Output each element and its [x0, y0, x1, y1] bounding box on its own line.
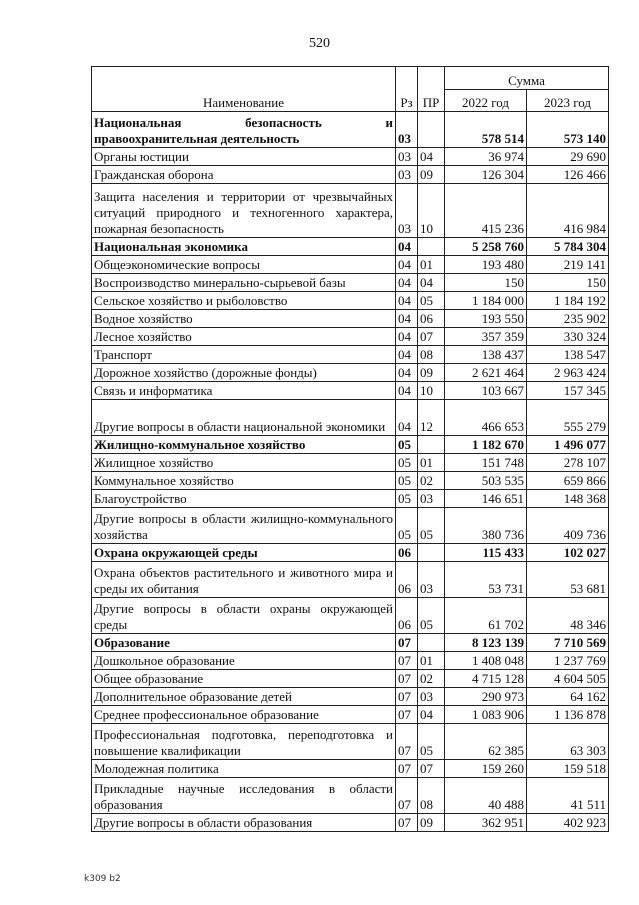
row-rz: 07 — [396, 706, 418, 724]
row-value-2022: 193 480 — [445, 256, 527, 274]
row-value-2023: 138 547 — [527, 346, 609, 364]
row-value-2023: 219 141 — [527, 256, 609, 274]
row-rz: 07 — [396, 814, 418, 832]
row-pr: 07 — [418, 328, 445, 346]
row-rz: 04 — [396, 382, 418, 400]
row-name: Национальная экономика — [92, 238, 396, 256]
row-pr — [418, 238, 445, 256]
header-rz: Рз — [396, 67, 418, 112]
row-rz: 04 — [396, 328, 418, 346]
row-rz: 07 — [396, 778, 418, 814]
row-pr: 12 — [418, 400, 445, 436]
table-row — [92, 382, 609, 400]
row-value-2023: 1 136 878 — [527, 706, 609, 724]
row-name: Защита населения и территории от чрезвычайных ситуаций природного и техногенного характера, пожарная безопасность — [92, 184, 396, 238]
row-pr: 08 — [418, 346, 445, 364]
row-value-2023: 278 107 — [527, 454, 609, 472]
row-value-2022: 357 359 — [445, 328, 527, 346]
row-pr: 07 — [418, 760, 445, 778]
row-pr: 05 — [418, 724, 445, 760]
row-rz: 05 — [396, 436, 418, 454]
row-name: Воспроизводство минерально-сырьевой базы — [92, 274, 396, 292]
row-value-2022: 151 748 — [445, 454, 527, 472]
row-value-2023: 41 511 — [527, 778, 609, 814]
row-pr — [418, 436, 445, 454]
row-value-2022: 103 667 — [445, 382, 527, 400]
row-pr — [418, 112, 445, 148]
row-value-2023: 235 902 — [527, 310, 609, 328]
table-row — [92, 598, 609, 634]
row-pr: 04 — [418, 148, 445, 166]
row-name: Национальная безопасность и правоохранительная деятельность — [92, 112, 396, 148]
row-rz: 06 — [396, 562, 418, 598]
row-rz: 06 — [396, 598, 418, 634]
row-pr: 10 — [418, 184, 445, 238]
header-year-2023: 2023 год — [527, 89, 609, 112]
table-row — [92, 184, 609, 238]
row-value-2023: 330 324 — [527, 328, 609, 346]
table-row — [92, 436, 609, 454]
row-value-2022: 159 260 — [445, 760, 527, 778]
row-pr: 01 — [418, 454, 445, 472]
row-pr: 05 — [418, 292, 445, 310]
row-name: Коммунальное хозяйство — [92, 472, 396, 490]
row-pr — [418, 634, 445, 652]
row-value-2023: 1 496 077 — [527, 436, 609, 454]
row-value-2023: 402 923 — [527, 814, 609, 832]
table-row — [92, 364, 609, 382]
row-value-2022: 362 951 — [445, 814, 527, 832]
row-pr: 09 — [418, 364, 445, 382]
row-rz: 04 — [396, 310, 418, 328]
row-pr: 05 — [418, 598, 445, 634]
row-rz: 05 — [396, 490, 418, 508]
row-rz: 05 — [396, 454, 418, 472]
row-rz: 04 — [396, 238, 418, 256]
row-value-2022: 138 437 — [445, 346, 527, 364]
row-value-2022: 290 973 — [445, 688, 527, 706]
row-pr: 02 — [418, 670, 445, 688]
table-row — [92, 706, 609, 724]
row-value-2022: 115 433 — [445, 544, 527, 562]
table-row — [92, 724, 609, 760]
row-name: Другие вопросы в области национальной экономики — [92, 400, 396, 436]
row-name: Молодежная политика — [92, 760, 396, 778]
row-pr: 03 — [418, 562, 445, 598]
row-value-2022: 36 974 — [445, 148, 527, 166]
table-row — [92, 814, 609, 832]
row-value-2022: 5 258 760 — [445, 238, 527, 256]
table-row — [92, 652, 609, 670]
row-value-2022: 466 653 — [445, 400, 527, 436]
row-pr: 10 — [418, 382, 445, 400]
row-rz: 07 — [396, 670, 418, 688]
row-value-2023: 29 690 — [527, 148, 609, 166]
row-pr: 01 — [418, 652, 445, 670]
row-value-2022: 193 550 — [445, 310, 527, 328]
row-value-2022: 1 408 048 — [445, 652, 527, 670]
row-rz: 03 — [396, 112, 418, 148]
row-value-2022: 8 123 139 — [445, 634, 527, 652]
row-name: Дошкольное образование — [92, 652, 396, 670]
row-pr: 06 — [418, 310, 445, 328]
row-value-2023: 5 784 304 — [527, 238, 609, 256]
row-rz: 04 — [396, 256, 418, 274]
row-rz: 07 — [396, 724, 418, 760]
row-name: Дорожное хозяйство (дорожные фонды) — [92, 364, 396, 382]
table-row — [92, 328, 609, 346]
row-name: Благоустройство — [92, 490, 396, 508]
header-name: Наименование — [92, 67, 396, 112]
row-value-2022: 380 736 — [445, 508, 527, 544]
row-value-2022: 4 715 128 — [445, 670, 527, 688]
row-rz: 03 — [396, 184, 418, 238]
row-rz: 04 — [396, 274, 418, 292]
table-row — [92, 310, 609, 328]
row-name: Органы юстиции — [92, 148, 396, 166]
table-row — [92, 238, 609, 256]
row-value-2023: 102 027 — [527, 544, 609, 562]
row-name: Гражданская оборона — [92, 166, 396, 184]
row-pr: 09 — [418, 814, 445, 832]
row-pr — [418, 544, 445, 562]
row-rz: 04 — [396, 346, 418, 364]
row-rz: 07 — [396, 652, 418, 670]
row-name: Другие вопросы в области охраны окружающей среды — [92, 598, 396, 634]
row-value-2023: 159 518 — [527, 760, 609, 778]
row-rz: 07 — [396, 634, 418, 652]
row-rz: 04 — [396, 292, 418, 310]
row-pr: 05 — [418, 508, 445, 544]
row-rz: 05 — [396, 472, 418, 490]
row-value-2022: 146 651 — [445, 490, 527, 508]
row-rz: 07 — [396, 760, 418, 778]
row-value-2023: 4 604 505 — [527, 670, 609, 688]
table-row — [92, 760, 609, 778]
table-row — [92, 508, 609, 544]
row-pr: 08 — [418, 778, 445, 814]
row-value-2023: 573 140 — [527, 112, 609, 148]
row-value-2023: 63 303 — [527, 724, 609, 760]
row-value-2023: 7 710 569 — [527, 634, 609, 652]
row-value-2023: 53 681 — [527, 562, 609, 598]
row-value-2022: 62 385 — [445, 724, 527, 760]
row-value-2022: 1 182 670 — [445, 436, 527, 454]
row-pr: 03 — [418, 688, 445, 706]
header-sum: Сумма — [445, 67, 609, 90]
row-pr: 04 — [418, 706, 445, 724]
row-name: Прикладные научные исследования в области образования — [92, 778, 396, 814]
page-number: 520 — [309, 36, 330, 51]
row-name: Жилищное хозяйство — [92, 454, 396, 472]
table-row — [92, 292, 609, 310]
row-rz: 04 — [396, 400, 418, 436]
row-name: Транспорт — [92, 346, 396, 364]
table-row — [92, 490, 609, 508]
table-row — [92, 670, 609, 688]
table-row — [92, 148, 609, 166]
row-rz: 03 — [396, 148, 418, 166]
row-rz: 07 — [396, 688, 418, 706]
table-row — [92, 562, 609, 598]
table-row — [92, 400, 609, 436]
row-value-2022: 150 — [445, 274, 527, 292]
table-row — [92, 778, 609, 814]
budget-table — [91, 66, 609, 832]
row-value-2022: 53 731 — [445, 562, 527, 598]
header-year-2022: 2022 год — [445, 89, 527, 112]
row-name: Охрана объектов растительного и животного мира и среды их обитания — [92, 562, 396, 598]
row-name: Общеэкономические вопросы — [92, 256, 396, 274]
row-value-2022: 415 236 — [445, 184, 527, 238]
table-row — [92, 454, 609, 472]
row-pr: 04 — [418, 274, 445, 292]
table-row — [92, 688, 609, 706]
table-row — [92, 346, 609, 364]
row-value-2022: 40 488 — [445, 778, 527, 814]
row-pr: 09 — [418, 166, 445, 184]
row-name: Другие вопросы в области жилищно-коммунального хозяйства — [92, 508, 396, 544]
row-name: Образование — [92, 634, 396, 652]
header-pr: ПР — [418, 67, 445, 112]
row-value-2023: 2 963 424 — [527, 364, 609, 382]
row-value-2022: 578 514 — [445, 112, 527, 148]
row-value-2022: 503 535 — [445, 472, 527, 490]
row-name: Жилищно-коммунальное хозяйство — [92, 436, 396, 454]
table-row — [92, 472, 609, 490]
table-row — [92, 112, 609, 148]
row-value-2023: 64 162 — [527, 688, 609, 706]
row-value-2023: 659 866 — [527, 472, 609, 490]
row-rz: 05 — [396, 508, 418, 544]
row-value-2023: 409 736 — [527, 508, 609, 544]
row-pr: 01 — [418, 256, 445, 274]
row-value-2022: 126 304 — [445, 166, 527, 184]
row-name: Связь и информатика — [92, 382, 396, 400]
row-value-2022: 1 184 000 — [445, 292, 527, 310]
row-value-2023: 1 184 192 — [527, 292, 609, 310]
table-body — [92, 112, 609, 832]
row-value-2023: 148 368 — [527, 490, 609, 508]
table-row — [92, 166, 609, 184]
row-value-2022: 1 083 906 — [445, 706, 527, 724]
row-name: Охрана окружающей среды — [92, 544, 396, 562]
row-rz: 06 — [396, 544, 418, 562]
row-name: Другие вопросы в области образования — [92, 814, 396, 832]
row-name: Сельское хозяйство и рыболовство — [92, 292, 396, 310]
table-row — [92, 256, 609, 274]
row-value-2023: 157 345 — [527, 382, 609, 400]
row-rz: 04 — [396, 364, 418, 382]
row-name: Лесное хозяйство — [92, 328, 396, 346]
row-value-2023: 416 984 — [527, 184, 609, 238]
row-name: Общее образование — [92, 670, 396, 688]
row-value-2023: 126 466 — [527, 166, 609, 184]
row-pr: 03 — [418, 490, 445, 508]
footer-code: k309 b2 — [84, 874, 121, 884]
table-row — [92, 544, 609, 562]
row-name: Дополнительное образование детей — [92, 688, 396, 706]
row-name: Профессиональная подготовка, переподготовка и повышение квалификации — [92, 724, 396, 760]
row-value-2023: 48 346 — [527, 598, 609, 634]
row-value-2022: 2 621 464 — [445, 364, 527, 382]
row-pr: 02 — [418, 472, 445, 490]
row-rz: 03 — [396, 166, 418, 184]
table-row — [92, 274, 609, 292]
row-value-2023: 150 — [527, 274, 609, 292]
row-value-2022: 61 702 — [445, 598, 527, 634]
row-value-2023: 555 279 — [527, 400, 609, 436]
table-row — [92, 634, 609, 652]
row-name: Среднее профессиональное образование — [92, 706, 396, 724]
row-name: Водное хозяйство — [92, 310, 396, 328]
row-value-2023: 1 237 769 — [527, 652, 609, 670]
